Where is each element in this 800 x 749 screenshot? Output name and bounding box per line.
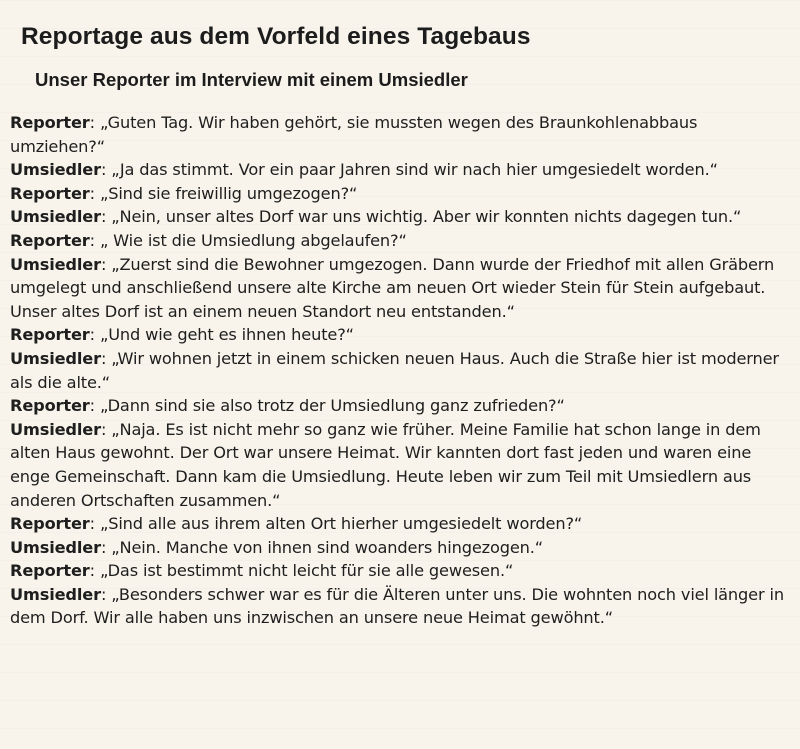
speaker-label: Umsiedler (10, 537, 101, 557)
speaker-label: Umsiedler (10, 160, 101, 180)
interview-turn: Umsiedler: „Ja das stimmt. Vor ein paar Jahren sind wir nach hier umgesiedelt worden.“ (10, 160, 718, 180)
speech-text: „Wir wohnen jetzt in einem schicken neuen Haus. Auch die Straße hier ist moderner als die alte.“ (10, 348, 779, 392)
interview-turn: Reporter: „Sind alle aus ihrem alten Ort hierher umgesiedelt worden?“ (10, 514, 583, 534)
speech-text: „Sind alle aus ihrem alten Ort hierher umgesiedelt worden?“ (99, 514, 583, 534)
interview-turn: Reporter: „Und wie geht es ihnen heute?“ (10, 325, 354, 345)
speech-text: „Dann sind sie also trotz der Umsiedlung ganz zufrieden?“ (99, 396, 565, 416)
interview-transcript (10, 111, 788, 630)
speech-text: „Nein. Manche von ihnen sind woanders hingezogen.“ (111, 537, 544, 557)
interview-turn: Umsiedler: „Zuerst sind die Bewohner umgezogen. Dann wurde der Friedhof mit allen Gräbern umgelegt und anschließend unsere alte Kirche am neuen Ort wieder Stein für Stein aufgebaut. Unser altes Dorf ist an einem neuen Standort neu entstanden.“ (10, 254, 775, 321)
speech-text: „Naja. Es ist nicht mehr so ganz wie früher. Meine Familie hat schon lange in dem alten Haus gewohnt. Der Ort war unsere Heimat. Wir kannten dort fast jeden und waren eine enge Gemeinschaft. Dann kam die Umsiedlung. Heute leben wir zum Teil mit Umsiedlern aus anderen Ortschaften zusammen.“ (10, 419, 761, 510)
speaker-label: Reporter (10, 183, 90, 203)
speaker-label: Reporter (10, 561, 90, 581)
speaker-label: Reporter (10, 514, 90, 534)
speaker-label: Reporter (10, 396, 90, 416)
interview-turn: Reporter: „Das ist bestimmt nicht leicht für sie alle gewesen.“ (10, 561, 514, 581)
speaker-label: Umsiedler (10, 207, 101, 227)
interview-turn: Umsiedler: „Wir wohnen jetzt in einem schicken neuen Haus. Auch die Straße hier ist moderner als die alte.“ (10, 348, 779, 392)
speaker-label: Reporter (10, 325, 90, 345)
interview-turn: Umsiedler: „Nein, unser altes Dorf war uns wichtig. Aber wir konnten nichts dagegen tun.“ (10, 207, 742, 227)
interview-turn: Reporter: „ Wie ist die Umsiedlung abgelaufen?“ (10, 230, 407, 250)
speech-text: „Besonders schwer war es für die Älteren unter uns. Die wohnten noch viel länger in dem Dorf. Wir alle haben uns inzwischen an unsere neue Heimat gewöhnt.“ (10, 584, 784, 628)
interview-turn: Reporter: „Guten Tag. Wir haben gehört, sie mussten wegen des Braunkohlenabbaus umziehen?“ (10, 113, 698, 156)
speech-text: „Ja das stimmt. Vor ein paar Jahren sind wir nach hier umgesiedelt worden.“ (111, 160, 718, 180)
page-title: Reportage aus dem Vorfeld eines Tagebaus (21, 23, 531, 50)
page-subtitle: Unser Reporter im Interview mit einem Umsiedler (35, 69, 468, 90)
speaker-label: Umsiedler (10, 254, 101, 274)
speaker-label: Umsiedler (10, 584, 101, 604)
interview-turn: Umsiedler: „Besonders schwer war es für die Älteren unter uns. Die wohnten noch viel länger in dem Dorf. Wir alle haben uns inzwischen an unsere neue Heimat gewöhnt.“ (10, 584, 784, 628)
speech-text: „Und wie geht es ihnen heute?“ (99, 325, 354, 345)
speech-text: „Sind sie freiwillig umgezogen?“ (99, 183, 358, 203)
speaker-label: Reporter (10, 113, 90, 132)
interview-turn: Reporter: „Sind sie freiwillig umgezogen?“ (10, 183, 358, 203)
speech-text: „Das ist bestimmt nicht leicht für sie alle gewesen.“ (99, 561, 514, 581)
speech-text: „Guten Tag. Wir haben gehört, sie mussten wegen des Braunkohlenabbaus umziehen?“ (10, 113, 698, 156)
interview-turn: Umsiedler: „Naja. Es ist nicht mehr so ganz wie früher. Meine Familie hat schon lange in dem alten Haus gewohnt. Der Ort war unsere Heimat. Wir kannten dort fast jeden und waren eine enge Gemeinschaft. Dann kam die Umsiedlung. Heute leben wir zum Teil mit Umsiedlern aus anderen Ortschaften zusammen.“ (10, 419, 761, 510)
speaker-label: Reporter (10, 230, 90, 250)
speaker-label: Umsiedler (10, 348, 101, 368)
speech-text: „Zuerst sind die Bewohner umgezogen. Dann wurde der Friedhof mit allen Gräbern umgelegt und anschließend unsere alte Kirche am neuen Ort wieder Stein für Stein aufgebaut. Unser altes Dorf ist an einem neuen Standort neu entstanden.“ (10, 254, 775, 321)
interview-turn: Reporter: „Dann sind sie also trotz der Umsiedlung ganz zufrieden?“ (10, 396, 565, 416)
speaker-label: Umsiedler (10, 419, 101, 439)
speech-text: „Nein, unser altes Dorf war uns wichtig. Aber wir konnten nichts dagegen tun.“ (111, 207, 742, 227)
speech-text: „ Wie ist die Umsiedlung abgelaufen?“ (99, 230, 407, 250)
interview-turn: Umsiedler: „Nein. Manche von ihnen sind woanders hingezogen.“ (10, 537, 544, 557)
